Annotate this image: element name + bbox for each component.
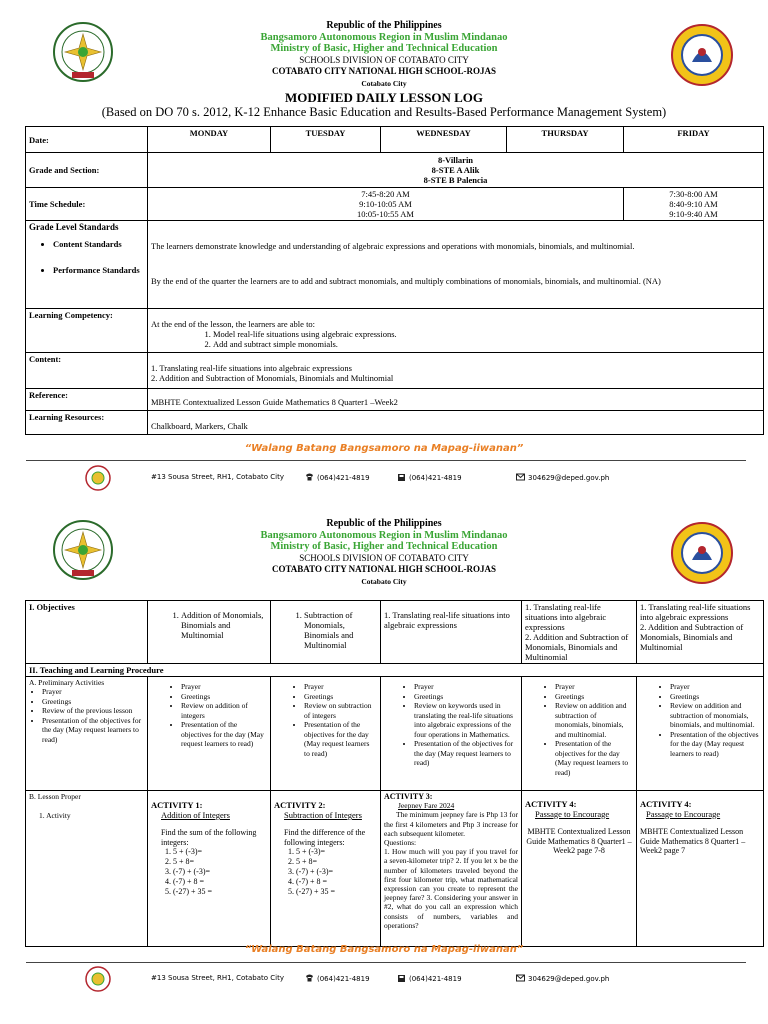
gls-label: Grade Level Standards (29, 222, 119, 232)
region-text: Bangsamoro Autonomous Region in Muslim Mindanao (260, 31, 508, 43)
activity-name: Subtraction of Integers (284, 810, 362, 820)
content-cell (148, 353, 764, 389)
list-item: • Prayer (304, 682, 377, 692)
list-item: • Prayer (42, 687, 144, 697)
objective-text: 1. Subtraction of Monomials, Binomials and Multinomial (304, 610, 377, 650)
footer-divider (26, 962, 746, 963)
list-item: 5. (-27) + 35 = (173, 887, 267, 897)
prelim-list (151, 682, 267, 749)
address-text: #13 Sousa Street, RH1, Cotabato City (151, 974, 284, 982)
activity-title: ACTIVITY 2: (274, 800, 326, 810)
resources-cell (148, 411, 764, 435)
list-item: 3. (-7) + (-3)= (173, 867, 267, 877)
gls-list (29, 239, 144, 249)
activity-instructions: Find the difference of the following integers: (284, 828, 366, 847)
activity-instructions: Find the sum of the following integers: (161, 828, 257, 847)
prelim-friday (637, 677, 764, 791)
email-icon (516, 473, 525, 481)
section-1: 8-Villarin (437, 155, 474, 165)
day-wednesday: WEDNESDAY (381, 127, 507, 153)
objective-text: 1. Translating real-life situations into algebraic expressions (384, 610, 510, 630)
activity-items (151, 847, 267, 897)
activity-friday (637, 791, 764, 947)
day-friday: FRIDAY (624, 127, 764, 153)
prelim-list (525, 682, 633, 777)
email-text: 304629@deped.gov.ph (528, 474, 610, 482)
footer-phone (305, 473, 370, 482)
grade-level-standards-cell (26, 221, 148, 309)
activity-title: ACTIVITY 1: (151, 800, 203, 810)
letterhead (150, 20, 618, 89)
reference-cell (148, 389, 764, 411)
performance-standards-label: • Performance Standards (53, 265, 144, 275)
competency-intro: At the end of the lesson, the learners are able to: (151, 319, 316, 329)
prelim-wednesday (381, 677, 522, 791)
footer-phone (305, 974, 370, 983)
activity-name: Passage to Encourage (535, 808, 610, 819)
preliminary-list (29, 687, 144, 744)
page-1 (0, 0, 768, 498)
division-text: SCHOOLS DIVISION OF COTABATO CITY (299, 552, 469, 563)
activity-title: ACTIVITY 4: (640, 799, 692, 809)
schedule-slot: 7:30-8:00 AM (669, 189, 718, 199)
objectives-label: I. Objectives (26, 601, 148, 664)
schedule-slot: 7:45-8:20 AM (361, 189, 410, 199)
phone-icon (305, 473, 314, 481)
city-text: Cotabato City (361, 78, 407, 88)
objective-thursday (522, 601, 637, 664)
list-item: 4. (-7) + 8 = (296, 877, 377, 887)
list-item: • Greetings (414, 692, 518, 702)
list-item: 5. (-27) + 35 = (296, 887, 377, 897)
activity-wednesday (381, 791, 522, 947)
activity-monday (148, 791, 271, 947)
content-item: 1. Translating real-life situations into algebraic expressions (151, 363, 352, 373)
list-item: • Presentation of the objectives for the day (May request learners to read) (42, 716, 144, 745)
schedule-slot: 9:10-10:05 AM (359, 199, 412, 209)
content-standards-label: • Content Standards (53, 239, 144, 249)
competency-list (151, 329, 760, 349)
list-item: • Review on keywords used in translating the real-life situations into algebraic expressions of the four operations in Mathematics. (414, 701, 518, 739)
sections-cell (148, 153, 764, 188)
gls-list-2 (29, 265, 144, 275)
list-item: • Review on addition and subtraction of monomials, binomials, and multinomial. (670, 701, 760, 730)
list-item: 1. 5 + (-3)= (296, 847, 377, 857)
document-subtitle: (Based on DO 70 s. 2012, K-12 Enhance Basic Education and Results-Based Performance Management System) (101, 105, 667, 119)
school-text: COTABATO CITY NATIONAL HIGH SCHOOL-ROJAS (271, 564, 497, 574)
list-item: • Review on subtraction of integers (304, 701, 377, 720)
list-item: • Review on addition of integers (181, 701, 267, 720)
schedule-mon-thu (148, 188, 624, 221)
footer-seal-logo (85, 465, 111, 491)
footer-address (151, 473, 284, 481)
day-thursday: THURSDAY (507, 127, 624, 153)
republic-text: Republic of the Philippines (326, 518, 442, 529)
activity-name: Addition of Integers (161, 810, 230, 820)
fax-text: (064)421-4819 (409, 975, 462, 983)
content-item: 2. Addition and Subtraction of Monomials, Binomials and Multinomial (151, 373, 394, 383)
prelim-list (274, 682, 377, 758)
objective-text: 2. Addition and Subtraction of Monomials, Binomials and Multinomial (640, 622, 744, 652)
footer (0, 966, 768, 992)
footer-email (516, 473, 609, 482)
objective-text: 1. Translating real-life situations into algebraic expressions (525, 602, 607, 632)
list-item: • Prayer (181, 682, 267, 692)
learning-competency-cell (148, 309, 764, 353)
activity-tuesday (271, 791, 381, 947)
list-item: • Presentation of the objectives for the day (May request learners to read) (670, 730, 760, 759)
list-item: • Presentation of the objectives for the day (May request learners to read) (414, 739, 518, 768)
schedule-friday (624, 188, 764, 221)
standards-cell (148, 221, 764, 309)
lesson-proper-label: B. Lesson Proper (29, 792, 81, 801)
division-text: SCHOOLS DIVISION OF COTABATO CITY (299, 54, 469, 65)
city-text: Cotabato City (361, 576, 407, 586)
objective-text: 1. Addition of Monomials, Binomials and Multinomial (181, 610, 267, 640)
time-schedule-label: Time Schedule: (26, 188, 148, 221)
activity-name: Passage to Encourage (646, 808, 721, 819)
activity-body: MBHTE Contextualized Lesson Guide Mathematics 8 Quarter1 –Week2 page 7 (640, 827, 746, 855)
list-item: • Greetings (304, 692, 377, 702)
ministry-text: Ministry of Basic, Higher and Technical Education (270, 541, 498, 552)
objective-wednesday (381, 601, 522, 664)
list-item: 4. (-7) + 8 = (173, 877, 267, 887)
footer (0, 465, 768, 491)
prelim-thursday (522, 677, 637, 791)
footer-divider (26, 460, 746, 461)
lesson-log-table (25, 126, 764, 435)
list-item: • Greetings (555, 692, 633, 702)
list-item: • Greetings (670, 692, 760, 702)
region-text: Bangsamoro Autonomous Region in Muslim Mindanao (260, 529, 508, 541)
preliminary-activities-cell (26, 677, 148, 791)
lesson-proper-cell (26, 791, 148, 947)
content-label: Content: (26, 353, 148, 389)
activity-body: MBHTE Contextualized Lesson Guide Mathematics 8 Quarter1 –Week2 page 7-8 (526, 827, 632, 855)
email-icon (516, 974, 525, 982)
school-text: COTABATO CITY NATIONAL HIGH SCHOOL-ROJAS (271, 66, 497, 76)
footer-email (516, 974, 609, 983)
prelim-tuesday (271, 677, 381, 791)
objective-tuesday (271, 601, 381, 664)
list-item: • Presentation of the objectives for the day (May request learners to read) (181, 720, 267, 749)
fax-text: (064)421-4819 (409, 474, 462, 482)
reference-label: Reference: (26, 389, 148, 411)
schedule-slot: 8:40-9:10 AM (669, 199, 718, 209)
page-2 (0, 498, 768, 1024)
content-standards-text: The learners demonstrate knowledge and understanding of algebraic expressions and operations with monomials, binomials, and multinomial. (151, 241, 635, 251)
performance-standards-text: By the end of the quarter the learners are to add and subtract monomials, and multiply combinations of monomials, binomials, and multinomial. (NA) (151, 276, 661, 286)
republic-text: Republic of the Philippines (326, 20, 442, 31)
objective-monday (148, 601, 271, 664)
list-item: • Prayer (414, 682, 518, 692)
list-item: 2. 5 + 8= (296, 857, 377, 867)
reference-text: MBHTE Contextualized Lesson Guide Mathematics 8 Quarter1 –Week2 (151, 397, 398, 407)
list-item: • Presentation of the objectives for the day (May request learners to read) (555, 739, 633, 777)
questions-text: 1. How much will you pay if you travel for a seven-kilometer trip? 2. If you let x be the number of kilometers traveled beyond the first four kilometer trip, what mathematical expression can you create to represent the jeepney fare? 3. Considering your answer in #2, what do you call an expression which consists of numbers, variables and operations? (384, 847, 518, 930)
teaching-learning-procedure-label: II. Teaching and Learning Procedure (26, 664, 764, 677)
objective-friday (637, 601, 764, 664)
phone-icon (305, 974, 314, 982)
mbhte-seal-logo (53, 22, 113, 82)
footer-seal-logo (85, 966, 111, 992)
mbhte-seal-logo (53, 520, 113, 580)
division-seal-logo (671, 522, 733, 584)
learning-resources-label: Learning Resources: (26, 411, 148, 435)
prelim-list (384, 682, 518, 768)
prelim-monday (148, 677, 271, 791)
learning-competency-label: Learning Competency: (26, 309, 148, 353)
activity-title: ACTIVITY 3: (384, 792, 433, 801)
list-item: • Presentation of the objectives for the day (May request learners to read) (304, 720, 377, 758)
list-item: • Review on addition and subtraction of monomials, binomials, and multinomial. (555, 701, 633, 739)
competency-item: 1. Model real-life situations using algebraic expressions. (213, 329, 760, 339)
activity-items (274, 847, 377, 897)
slogan: “Walang Batang Bangsamoro na Mapag-iiwanan” (244, 443, 524, 454)
day-monday: MONDAY (148, 127, 271, 153)
activity-thursday (522, 791, 637, 947)
competency-item: 2. Add and subtract simple monomials. (213, 339, 760, 349)
email-text: 304629@deped.gov.ph (528, 975, 610, 983)
letterhead (150, 518, 618, 587)
list-item: • Prayer (670, 682, 760, 692)
list-item: • Prayer (555, 682, 633, 692)
division-seal-logo (671, 24, 733, 86)
preliminary-label: A. Preliminary Activities (29, 678, 105, 687)
phone-text: (064)421-4819 (317, 975, 370, 983)
list-item: 2. 5 + 8= (173, 857, 267, 867)
schedule-slot: 9:10-9:40 AM (669, 209, 718, 219)
section-3: 8-STE B Palencia (423, 175, 488, 185)
objective-text: 1. Translating real-life situations into algebraic expressions (640, 602, 751, 622)
document-title: MODIFIED DAILY LESSON LOG (284, 90, 484, 105)
schedule-slot: 10:05-10:55 AM (357, 209, 414, 219)
activity-title: ACTIVITY 4: (525, 799, 577, 809)
list-item: 1. 5 + (-3)= (173, 847, 267, 857)
prelim-list (640, 682, 760, 758)
address-text: #13 Sousa Street, RH1, Cotabato City (151, 473, 284, 481)
ministry-text: Ministry of Basic, Higher and Technical Education (270, 43, 498, 54)
resources-text: Chalkboard, Markers, Chalk (151, 421, 248, 431)
grade-section-label: Grade and Section: (26, 153, 148, 188)
list-item: • Greetings (42, 697, 144, 707)
activity-label: 1. Activity (39, 811, 71, 820)
list-item: • Greetings (181, 692, 267, 702)
footer-fax (397, 974, 462, 983)
activity-name: Jeepney Fare 2024 (398, 801, 455, 811)
phone-text: (064)421-4819 (317, 474, 370, 482)
footer-address (151, 974, 284, 982)
fax-icon (397, 473, 406, 481)
day-tuesday: TUESDAY (271, 127, 381, 153)
questions-label: Questions: (384, 838, 417, 848)
list-item: • Review of the previous lesson (42, 706, 144, 716)
slogan: “Walang Batang Bangsamoro na Mapag-iiwanan” (244, 944, 524, 955)
list-item: 3. (-7) + (-3)= (296, 867, 377, 877)
fax-icon (397, 974, 406, 982)
date-label: Date: (26, 127, 148, 153)
activity-body: The minimum jeepney fare is Php 13 for the first 4 kilometers and Php 3 increase for each subsequent kilometer. (384, 810, 518, 838)
footer-fax (397, 473, 462, 482)
procedure-table (25, 600, 764, 947)
section-2: 8-STE A Alik (431, 165, 480, 175)
objective-text: 2. Addition and Subtraction of Monomials, Binomials and Multinomial (525, 632, 629, 662)
